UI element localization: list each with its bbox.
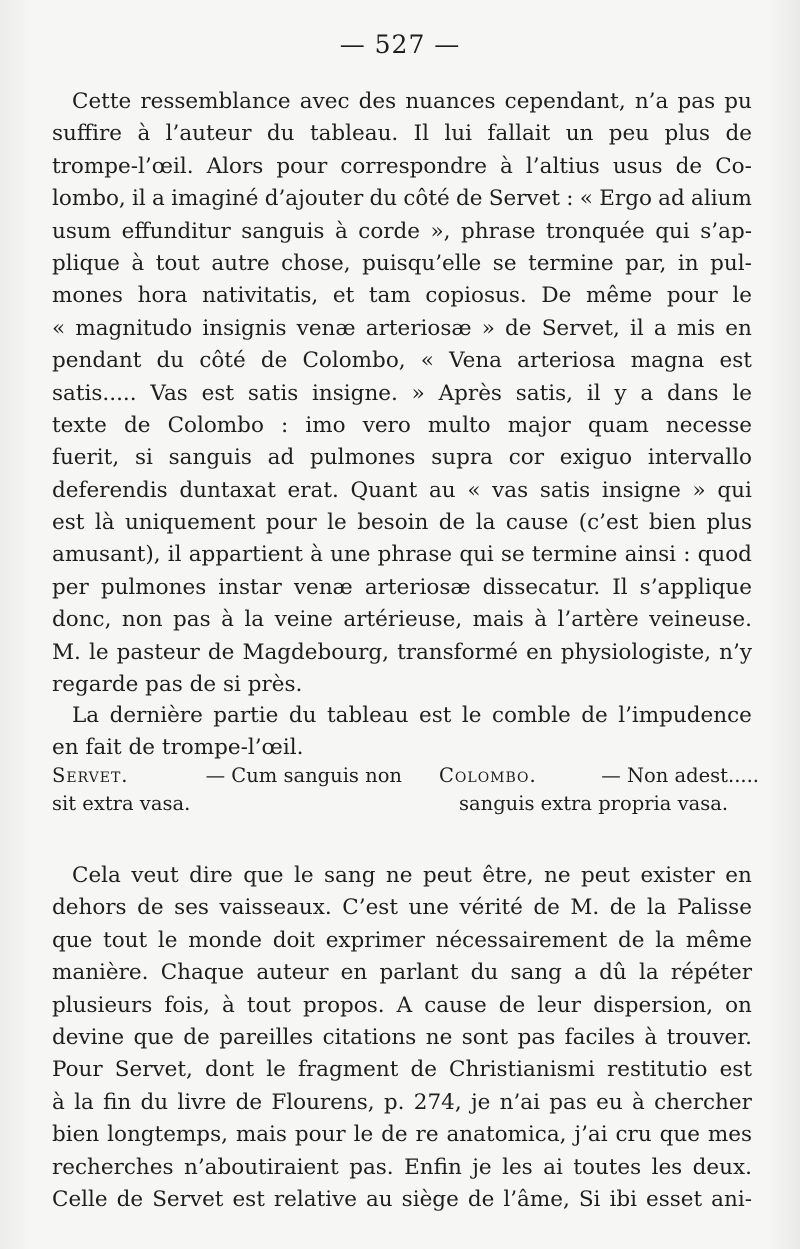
text-line: trompe-l’œil. Alors pour correspondre à l’altius usus de Co- [52,153,752,179]
quote-servet [52,762,402,818]
text-line: Cette ressemblance avec des nuances cependant, n’a pas pu [72,89,752,114]
quote-right-author: Colombo. [439,764,537,787]
text-line: manière. Chaque auteur en parlant du sang a dû la répéter [52,960,752,986]
text-line: à la fin du livre de Flourens, p. 274, je n’ai pas eu à chercher [52,1089,752,1115]
text-line: texte de Colombo : imo vero multo major quam necesse [52,412,752,438]
text-line: « magnitudo insignis venæ arteriosæ » de Servet, il a mis en [52,315,752,341]
paragraph-1 [52,86,752,701]
text-line: usum effunditur sanguis à corde », phrase tronquée qui s’ap- [52,218,752,244]
text-line: fuerit, si sanguis ad pulmones supra cor exiguo intervallo [52,445,752,471]
text-line: devine que de pareilles citations ne sont pas faciles à trouver. [52,1024,752,1050]
text-line: lombo, il a imaginé d’ajouter du côté de Servet : « Ergo ad alium [52,186,752,212]
text-line: Celle de Servet est relative au siège de l’âme, Si ibi esset ani- [52,1186,752,1212]
paragraph-3 [52,860,752,1216]
text-line: dehors de ses vaisseaux. C’est une vérité de M. de la Palisse [52,895,752,921]
quote-colombo [439,762,759,818]
text-line: satis..... Vas est satis insigne. » Après satis, il y a dans le [52,380,752,406]
text-line: est là uniquement pour le besoin de la cause (c’est bien plus [52,510,752,536]
text-line: amusant), il appartient à une phrase qui se termine ainsi : quod [52,542,752,568]
text-line: bien longtemps, mais pour le de re anatomica, j’ai cru que mes [52,1122,752,1148]
text-line: deferendis duntaxat erat. Quant au « vas satis insigne » qui [52,477,752,503]
quote-left-line2: sit extra vasa. [52,792,191,815]
text-line: recherches n’aboutiraient pas. Enfin je les ai toutes les deux. [52,1154,752,1180]
quote-left-line1: — Cum sanguis non [205,764,402,787]
text-line: La dernière partie du tableau est le comble de l’impudence [72,703,752,728]
text-line: que tout le monde doit exprimer nécessairement de la même [52,927,752,953]
quote-comparison [52,762,759,822]
text-line: en fait de trompe-l’œil. [52,735,304,761]
quote-right-line2: sanguis extra propria vasa. [459,792,729,815]
paragraph-2 [52,700,752,765]
text-line: per pulmones instar venæ arteriosæ dissecatur. Il s’applique [52,574,752,600]
text-line: M. le pasteur de Magdebourg, transformé en physiologiste, n’y [52,639,752,665]
text-line: mones hora nativitatis, et tam copiosus. De même pour le [52,283,752,309]
text-line: regarde pas de si près. [52,672,303,698]
page-number: — 527 — [339,30,461,59]
text-line: Pour Servet, dont le fragment de Christianismi restitutio est [52,1057,752,1083]
text-line: Cela veut dire que le sang ne peut être, ne peut exister en [72,863,752,888]
text-line: donc, non pas à la veine artérieuse, mais à l’artère veineuse. [52,607,752,633]
quote-left-author: Servet. [52,764,129,787]
text-line: pendant du côté de Colombo, « Vena arteriosa magna est [52,348,752,374]
text-line: plusieurs fois, à tout propos. A cause de leur dispersion, on [52,992,752,1018]
quote-right-line1: — Non adest..... [601,764,759,787]
text-line: plique à tout autre chose, puisqu’elle se termine par, in pul- [52,250,752,276]
text-line: suffire à l’auteur du tableau. Il lui fallait un peu plus de [52,121,752,147]
